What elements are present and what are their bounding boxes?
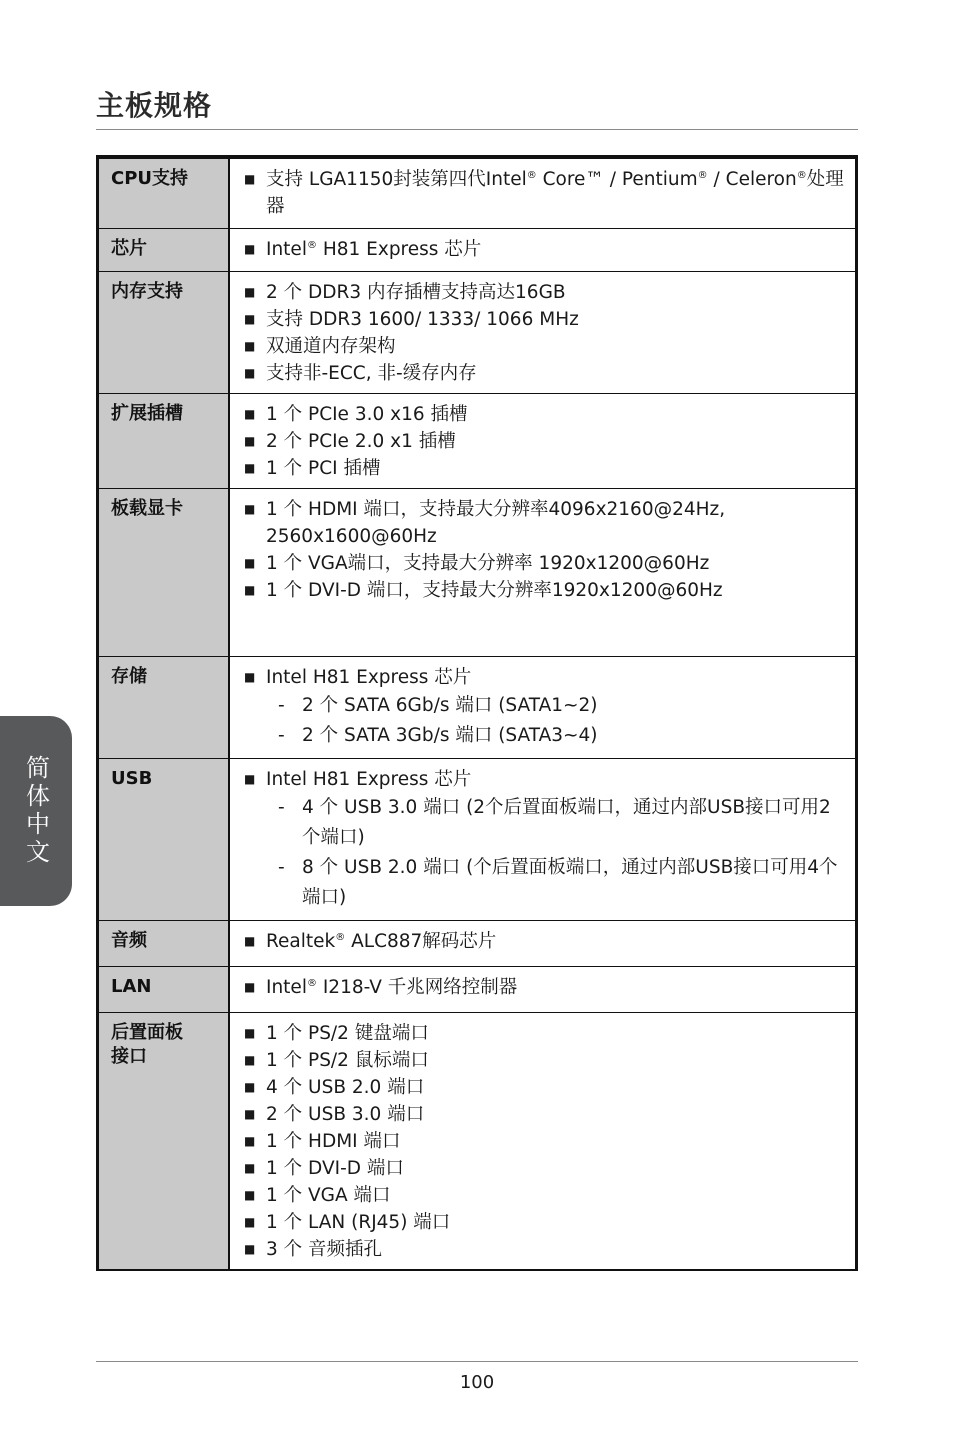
bullet-marker: ■ [244, 366, 256, 380]
spec-row [99, 759, 855, 921]
bullet-marker: ■ [244, 1134, 256, 1148]
spec-label: 存储 [99, 657, 230, 758]
title-divider [96, 129, 858, 130]
spec-subitem [244, 853, 845, 913]
spec-content [230, 229, 855, 271]
spec-item [244, 1101, 845, 1128]
spec-label: 内存支持 [99, 272, 230, 393]
spec-content [230, 489, 855, 656]
spec-item [244, 333, 845, 360]
bullet-marker: ■ [244, 285, 256, 299]
spec-item [244, 1128, 845, 1155]
page-title: 主板规格 [96, 89, 213, 122]
bullet-marker: ■ [244, 1026, 256, 1040]
dash-marker: - [278, 725, 285, 746]
spec-item [244, 279, 845, 306]
spec-label: 板载显卡 [99, 489, 230, 656]
bullet-marker: ■ [244, 172, 256, 186]
bullet-marker: ■ [244, 242, 256, 256]
spec-row [99, 1013, 855, 1269]
spec-item [244, 974, 845, 1001]
spec-item-text: 1 个 DVI-D 端口 [266, 1158, 404, 1179]
spec-item-text: 1 个 PCI 插槽 [266, 458, 381, 479]
page-number: 100 [459, 1372, 495, 1393]
bullet-marker: ■ [244, 339, 256, 353]
spec-item-text: Realtek® ALC887解码芯片 [266, 931, 497, 952]
spec-item-text: 1 个 HDMI 端口，支持最大分辨率4096x2160@24Hz, 2560x1600@60Hz [266, 499, 726, 547]
spec-item-text: 2 个 PCIe 2.0 x1 插槽 [266, 431, 456, 452]
spec-item [244, 577, 845, 604]
spec-row [99, 229, 855, 272]
bullet-marker: ■ [244, 502, 256, 516]
spec-item [244, 1182, 845, 1209]
spec-item-text: Intel® H81 Express 芯片 [266, 239, 482, 260]
dash-marker: - [278, 695, 285, 716]
spec-subitem-text: 8 个 USB 2.0 端口 (个后置面板端口，通过内部USB接口可用4个端口) [302, 857, 838, 908]
spec-row [99, 159, 855, 229]
spec-item [244, 360, 845, 387]
spec-row [99, 657, 855, 759]
bullet-marker: ■ [244, 1053, 256, 1067]
spec-content [230, 657, 855, 758]
spec-item-text: 1 个 PS/2 键盘端口 [266, 1023, 429, 1044]
spec-content [230, 159, 855, 228]
spec-subitem-text: 2 个 SATA 3Gb/s 端口 (SATA3~4) [302, 725, 598, 746]
spec-item [244, 928, 845, 955]
spec-label: 扩展插槽 [99, 394, 230, 488]
spec-content [230, 759, 855, 920]
spec-item [244, 428, 845, 455]
spec-content [230, 1013, 855, 1269]
language-side-tab [0, 716, 72, 906]
spec-item-text: 3 个 音频插孔 [266, 1239, 383, 1260]
spec-subitem-text: 2 个 SATA 6Gb/s 端口 (SATA1~2) [302, 695, 598, 716]
spec-subitem-text: 4 个 USB 3.0 端口 (2个后置面板端口，通过内部USB接口可用2个端口) [302, 797, 831, 848]
bullet-marker: ■ [244, 670, 256, 684]
bullet-marker: ■ [244, 312, 256, 326]
spec-subitem [244, 793, 845, 853]
footer-divider [96, 1361, 858, 1362]
spec-item-text: 支持 DDR3 1600/ 1333/ 1066 MHz [266, 309, 579, 330]
bullet-marker: ■ [244, 583, 256, 597]
spec-item [244, 1074, 845, 1101]
bullet-marker: ■ [244, 1080, 256, 1094]
spec-item-text: 支持 LGA1150封装第四代Intel® Core™ / Pentium® / Celeron®处理器 [266, 169, 844, 217]
spec-content [230, 967, 855, 1012]
spec-item [244, 664, 845, 691]
bullet-marker: ■ [244, 934, 256, 948]
spec-label: 后置面板接口 [99, 1013, 230, 1269]
spec-item [244, 1020, 845, 1047]
spec-item [244, 236, 845, 263]
spec-item-text: 2 个 DDR3 内存插槽支持高达16GB [266, 282, 566, 303]
spec-item-text: 2 个 USB 3.0 端口 [266, 1104, 425, 1125]
bullet-marker: ■ [244, 1188, 256, 1202]
spec-content [230, 272, 855, 393]
spec-item-text: 双通道内存架构 [266, 336, 396, 357]
bullet-marker: ■ [244, 461, 256, 475]
spec-item [244, 401, 845, 428]
spec-item [244, 166, 845, 220]
bullet-marker: ■ [244, 434, 256, 448]
spec-item-text: Intel H81 Express 芯片 [266, 769, 472, 790]
spec-subitem [244, 691, 845, 721]
spec-item-text: 4 个 USB 2.0 端口 [266, 1077, 425, 1098]
spec-item [244, 455, 845, 482]
spec-label: 音频 [99, 921, 230, 966]
spec-item-text: Intel H81 Express 芯片 [266, 667, 472, 688]
spec-row [99, 921, 855, 967]
spec-item-text: 1 个 VGA端口，支持最大分辨率 1920x1200@60Hz [266, 553, 710, 574]
spec-label: 芯片 [99, 229, 230, 271]
spec-item-text: 1 个 DVI-D 端口，支持最大分辨率1920x1200@60Hz [266, 580, 723, 601]
spec-row [99, 967, 855, 1013]
spec-item [244, 1236, 845, 1263]
spec-item-text: Intel® I218-V 千兆网络控制器 [266, 977, 518, 998]
bullet-marker: ■ [244, 772, 256, 786]
spec-subitem [244, 721, 845, 751]
spec-item-text: 1 个 PCIe 3.0 x16 插槽 [266, 404, 468, 425]
spec-row [99, 272, 855, 394]
bullet-marker: ■ [244, 980, 256, 994]
bullet-marker: ■ [244, 1161, 256, 1175]
bullet-marker: ■ [244, 407, 256, 421]
spec-item-text: 1 个 VGA 端口 [266, 1185, 391, 1206]
bullet-marker: ■ [244, 1215, 256, 1229]
spec-label: CPU支持 [99, 159, 230, 228]
spec-item-text: 支持非-ECC, 非-缓存内存 [266, 363, 477, 384]
spec-item [244, 1155, 845, 1182]
spec-table [96, 155, 858, 1271]
bullet-marker: ■ [244, 1242, 256, 1256]
spec-item-text: 1 个 HDMI 端口 [266, 1131, 401, 1152]
dash-marker: - [278, 857, 285, 878]
spec-label: LAN [99, 967, 230, 1012]
spec-item [244, 1209, 845, 1236]
spec-label: USB [99, 759, 230, 920]
spec-item [244, 1047, 845, 1074]
bullet-marker: ■ [244, 556, 256, 570]
spec-item [244, 306, 845, 333]
bullet-marker: ■ [244, 1107, 256, 1121]
dash-marker: - [278, 797, 285, 818]
spec-item-text: 1 个 PS/2 鼠标端口 [266, 1050, 429, 1071]
spec-row [99, 489, 855, 657]
spec-item-text: 1 个 LAN (RJ45) 端口 [266, 1212, 451, 1233]
spec-content [230, 921, 855, 966]
language-side-tab-label: 简体中文 [21, 755, 50, 867]
spec-item [244, 496, 845, 550]
spec-item [244, 550, 845, 577]
spec-row [99, 394, 855, 489]
spec-content [230, 394, 855, 488]
spec-item [244, 766, 845, 793]
